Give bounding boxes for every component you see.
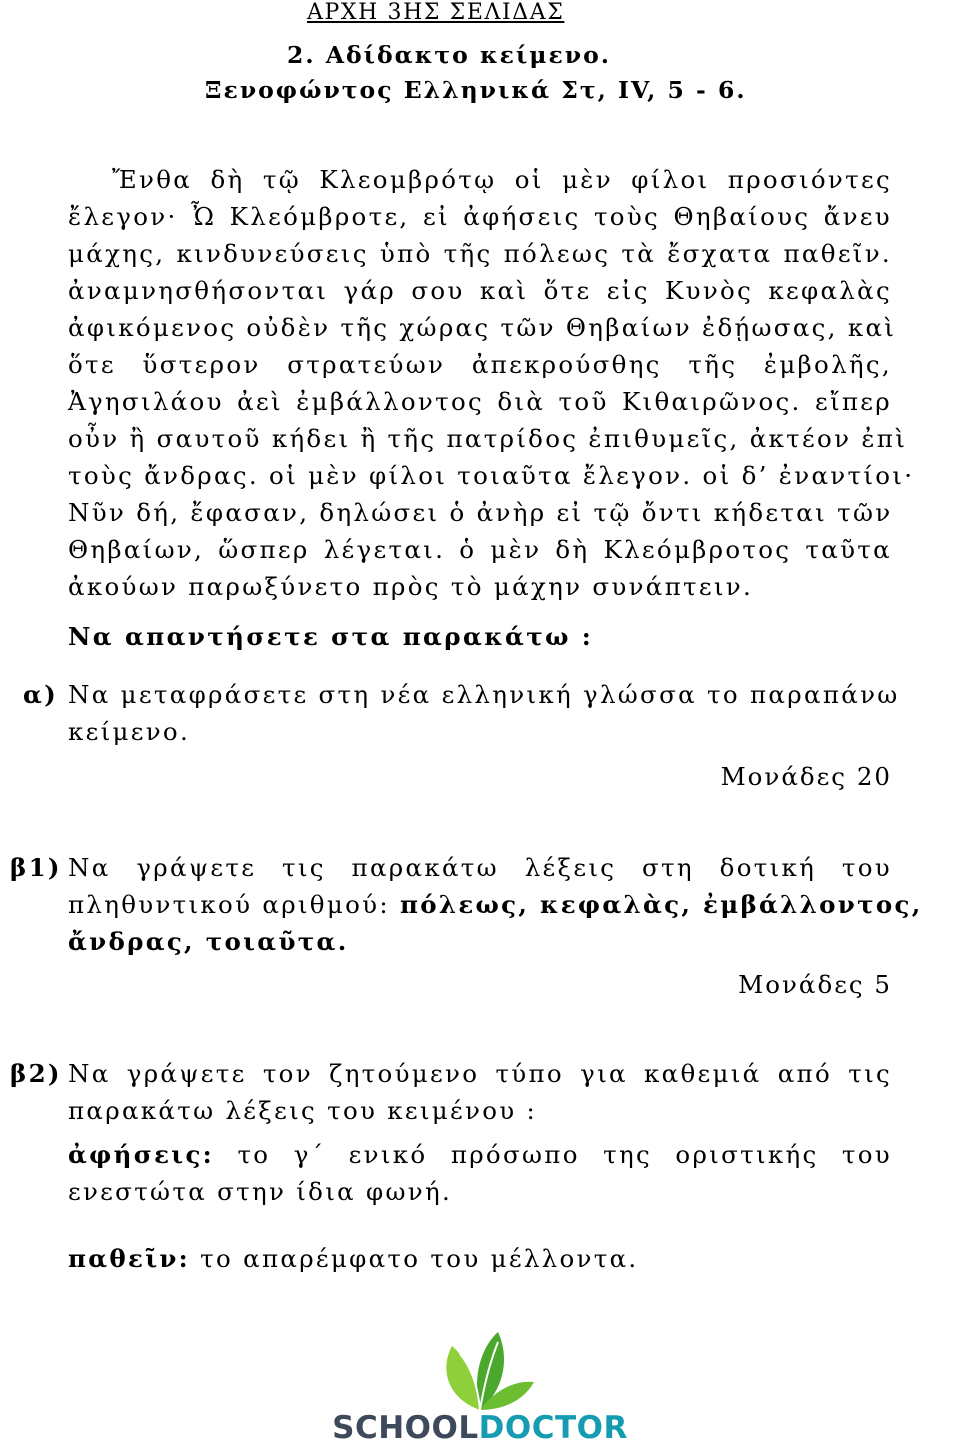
- sub-item-text: το απαρέμφατο του μέλλοντα.: [200, 1244, 639, 1273]
- target-word: ἀφήσεις:: [68, 1140, 215, 1169]
- question-text: Να γράψετε τον ζητούμενο τύπο για καθεμιά από τις: [68, 1059, 892, 1088]
- question-text: Να μεταφράσετε στη νέα ελληνική γλώσσα το παραπάνω: [68, 680, 900, 709]
- sub-item: [68, 1140, 892, 1169]
- target-word: παθεῖν:: [68, 1244, 191, 1273]
- passage-line: μάχης, κινδυνεύσεις ὑπὸ τῆς πόλεως τὰ ἔσχατα παθεῖν.: [68, 239, 892, 268]
- question-text: [68, 890, 923, 919]
- passage-line: ὅτε ὕστερον στρατεύων ἀπεκρούσθης τῆς ἐμβολῆς,: [68, 350, 892, 379]
- marks: Μονάδες 20: [720, 762, 892, 791]
- passage-line: Νῦν δή, ἔφασαν, δηλώσει ὁ ἀνὴρ εἰ τῷ ὄντι κήδεται τῶν: [68, 498, 893, 527]
- question-label: β1): [10, 853, 62, 882]
- passage-line: Ἀγησιλάου ἀεὶ ἐμβάλλοντος διὰ τοῦ Κιθαιρῶνος. εἴπερ: [68, 387, 892, 416]
- marks: Μονάδες 5: [738, 970, 892, 999]
- passage-line: ἀφικόμενος οὐδὲν τῆς χώρας τῶν Θηβαίων ἐδῄωσας, καὶ: [68, 313, 897, 342]
- passage-line: οὖν ἢ σαυτοῦ κήδει ἢ τῆς πατρίδος ἐπιθυμεῖς, ἀκτέον ἐπὶ: [68, 424, 908, 453]
- question-text: κείμενο.: [68, 717, 191, 746]
- section-title: 2. Αδίδακτο κείμενο.: [287, 41, 611, 69]
- target-words: ἄνδρας, τοιαῦτα.: [68, 927, 349, 956]
- passage-line: ἀκούων παρωξύνετο πρὸς τὸ μάχην συνάπτειν.: [68, 572, 754, 601]
- instructions-heading: Να απαντήσετε στα παρακάτω :: [68, 622, 594, 651]
- passage-line: Ἔνθα δὴ τῷ Κλεομβρότῳ οἱ μὲν φίλοι προσιόντες: [112, 165, 892, 194]
- target-words: πόλεως, κεφαλὰς, ἐμβάλλοντος,: [399, 890, 923, 919]
- question-label: α): [23, 680, 59, 709]
- logo-leaf-icon: [328, 1328, 632, 1414]
- schooldoctor-logo: [328, 1328, 632, 1454]
- sub-item: [68, 1244, 639, 1273]
- passage-line: ἔλεγον· Ὦ Κλεόμβροτε, εἰ ἀφήσεις τοὺς Θηβαίους ἄνευ: [68, 202, 892, 231]
- logo-wordmark: [328, 1410, 632, 1446]
- passage-line: ἀναμνησθήσονται γάρ σου καὶ ὅτε εἰς Κυνὸς κεφαλὰς: [68, 276, 892, 305]
- question-label: β2): [10, 1059, 62, 1088]
- page-label: ΑΡΧΗ 3ΗΣ ΣΕΛΙΔΑΣ: [307, 0, 565, 25]
- question-text: παρακάτω λέξεις του κειμένου :: [68, 1096, 538, 1125]
- sub-item-text: το γ΄ ενικό πρόσωπο της οριστικής του: [237, 1140, 892, 1169]
- sub-item-text: ενεστώτα στην ίδια φωνή.: [68, 1177, 453, 1206]
- question-text: Να γράψετε τις παρακάτω λέξεις στη δοτική του: [68, 853, 892, 882]
- passage-line: τοὺς ἄνδρας. οἱ μὲν φίλοι τοιαῦτα ἔλεγον. οἱ δ’ ἐναντίοι·: [68, 461, 915, 490]
- logo-school: SCHOOL: [332, 1410, 479, 1446]
- passage-line: Θηβαίων, ὥσπερ λέγεται. ὁ μὲν δὴ Κλεόμβροτος ταῦτα: [68, 535, 892, 564]
- source-citation: Ξενοφώντος Ελληνικά Στ, IV, 5 - 6.: [205, 76, 747, 104]
- logo-doctor: DOCTOR: [478, 1410, 628, 1446]
- question-prefix: πληθυντικού αριθμού:: [68, 890, 390, 919]
